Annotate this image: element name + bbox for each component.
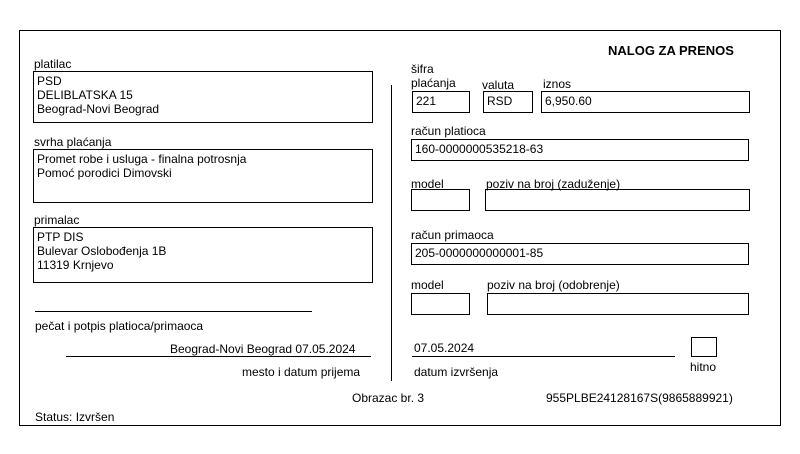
- recipient-field[interactable]: [33, 227, 373, 283]
- payer-line: DELIBLATSKA 15: [37, 88, 133, 102]
- payer-account-label: račun platioca: [411, 124, 486, 138]
- recipient-account-field[interactable]: 205-0000000000001-85: [411, 243, 749, 265]
- signature-line: [35, 311, 312, 312]
- execution-date-line: [412, 356, 675, 357]
- currency-field[interactable]: RSD: [483, 91, 533, 113]
- payer-account-field[interactable]: 160-0000000535218-63: [411, 139, 749, 161]
- model-debit-field[interactable]: [411, 189, 470, 211]
- amount-label: iznos: [543, 77, 572, 91]
- payment-code-field[interactable]: 221: [412, 91, 470, 113]
- payer-field[interactable]: [33, 71, 373, 123]
- column-divider: [391, 85, 392, 381]
- payer-line: PSD: [37, 74, 62, 88]
- recipient-label: primalac: [34, 213, 80, 227]
- recipient-line: 11319 Krnjevo: [37, 258, 114, 272]
- purpose-line: Pomoć porodici Dimovski: [37, 166, 172, 180]
- form-title: NALOG ZA PRENOS: [608, 43, 734, 58]
- urgent-checkbox[interactable]: [691, 337, 717, 357]
- payer-label: platilac: [34, 57, 72, 71]
- reference-credit-field[interactable]: [487, 293, 749, 315]
- purpose-line: Promet robe i usluga - finalna potrosnja: [37, 152, 247, 166]
- execution-date-label: datum izvršenja: [414, 365, 499, 379]
- model-credit-label: model: [411, 278, 444, 292]
- urgent-label: hitno: [690, 360, 717, 374]
- purpose-field[interactable]: [33, 149, 373, 203]
- currency-label: valuta: [482, 78, 515, 92]
- model-debit-label: model: [411, 177, 444, 191]
- signature-label: pečat i potpis platioca/primaoca: [35, 319, 204, 333]
- payer-line: Beograd-Novi Beograd: [37, 102, 160, 116]
- place-date-value: Beograd-Novi Beograd 07.05.2024: [170, 342, 356, 356]
- reference-code: 955PLBE24128167S(9865889921): [546, 391, 733, 405]
- place-date-label: mesto i datum prijema: [242, 365, 361, 379]
- reference-debit-field[interactable]: [485, 189, 750, 211]
- status-text: Status: Izvršen: [35, 410, 115, 424]
- purpose-label: svrha plaćanja: [34, 135, 112, 149]
- form-number: Obrazac br. 3: [352, 391, 425, 405]
- recipient-line: Bulevar Oslobođenja 1B: [37, 244, 167, 258]
- model-credit-field[interactable]: [411, 293, 470, 315]
- reference-debit-label: poziv na broj (zaduženje): [486, 177, 621, 191]
- recipient-line: PTP DIS: [37, 230, 84, 244]
- recipient-account-label: račun primaoca: [411, 228, 494, 242]
- place-date-line: [66, 356, 371, 357]
- payment-order-form: [19, 30, 781, 426]
- amount-field[interactable]: 6,950.60: [541, 91, 750, 113]
- execution-date-value: 07.05.2024: [414, 341, 475, 355]
- reference-credit-label: poziv na broj (odobrenje): [487, 278, 620, 292]
- payment-code-label-2: plaćanja: [411, 76, 456, 90]
- payment-code-label-1: šifra: [411, 62, 434, 76]
